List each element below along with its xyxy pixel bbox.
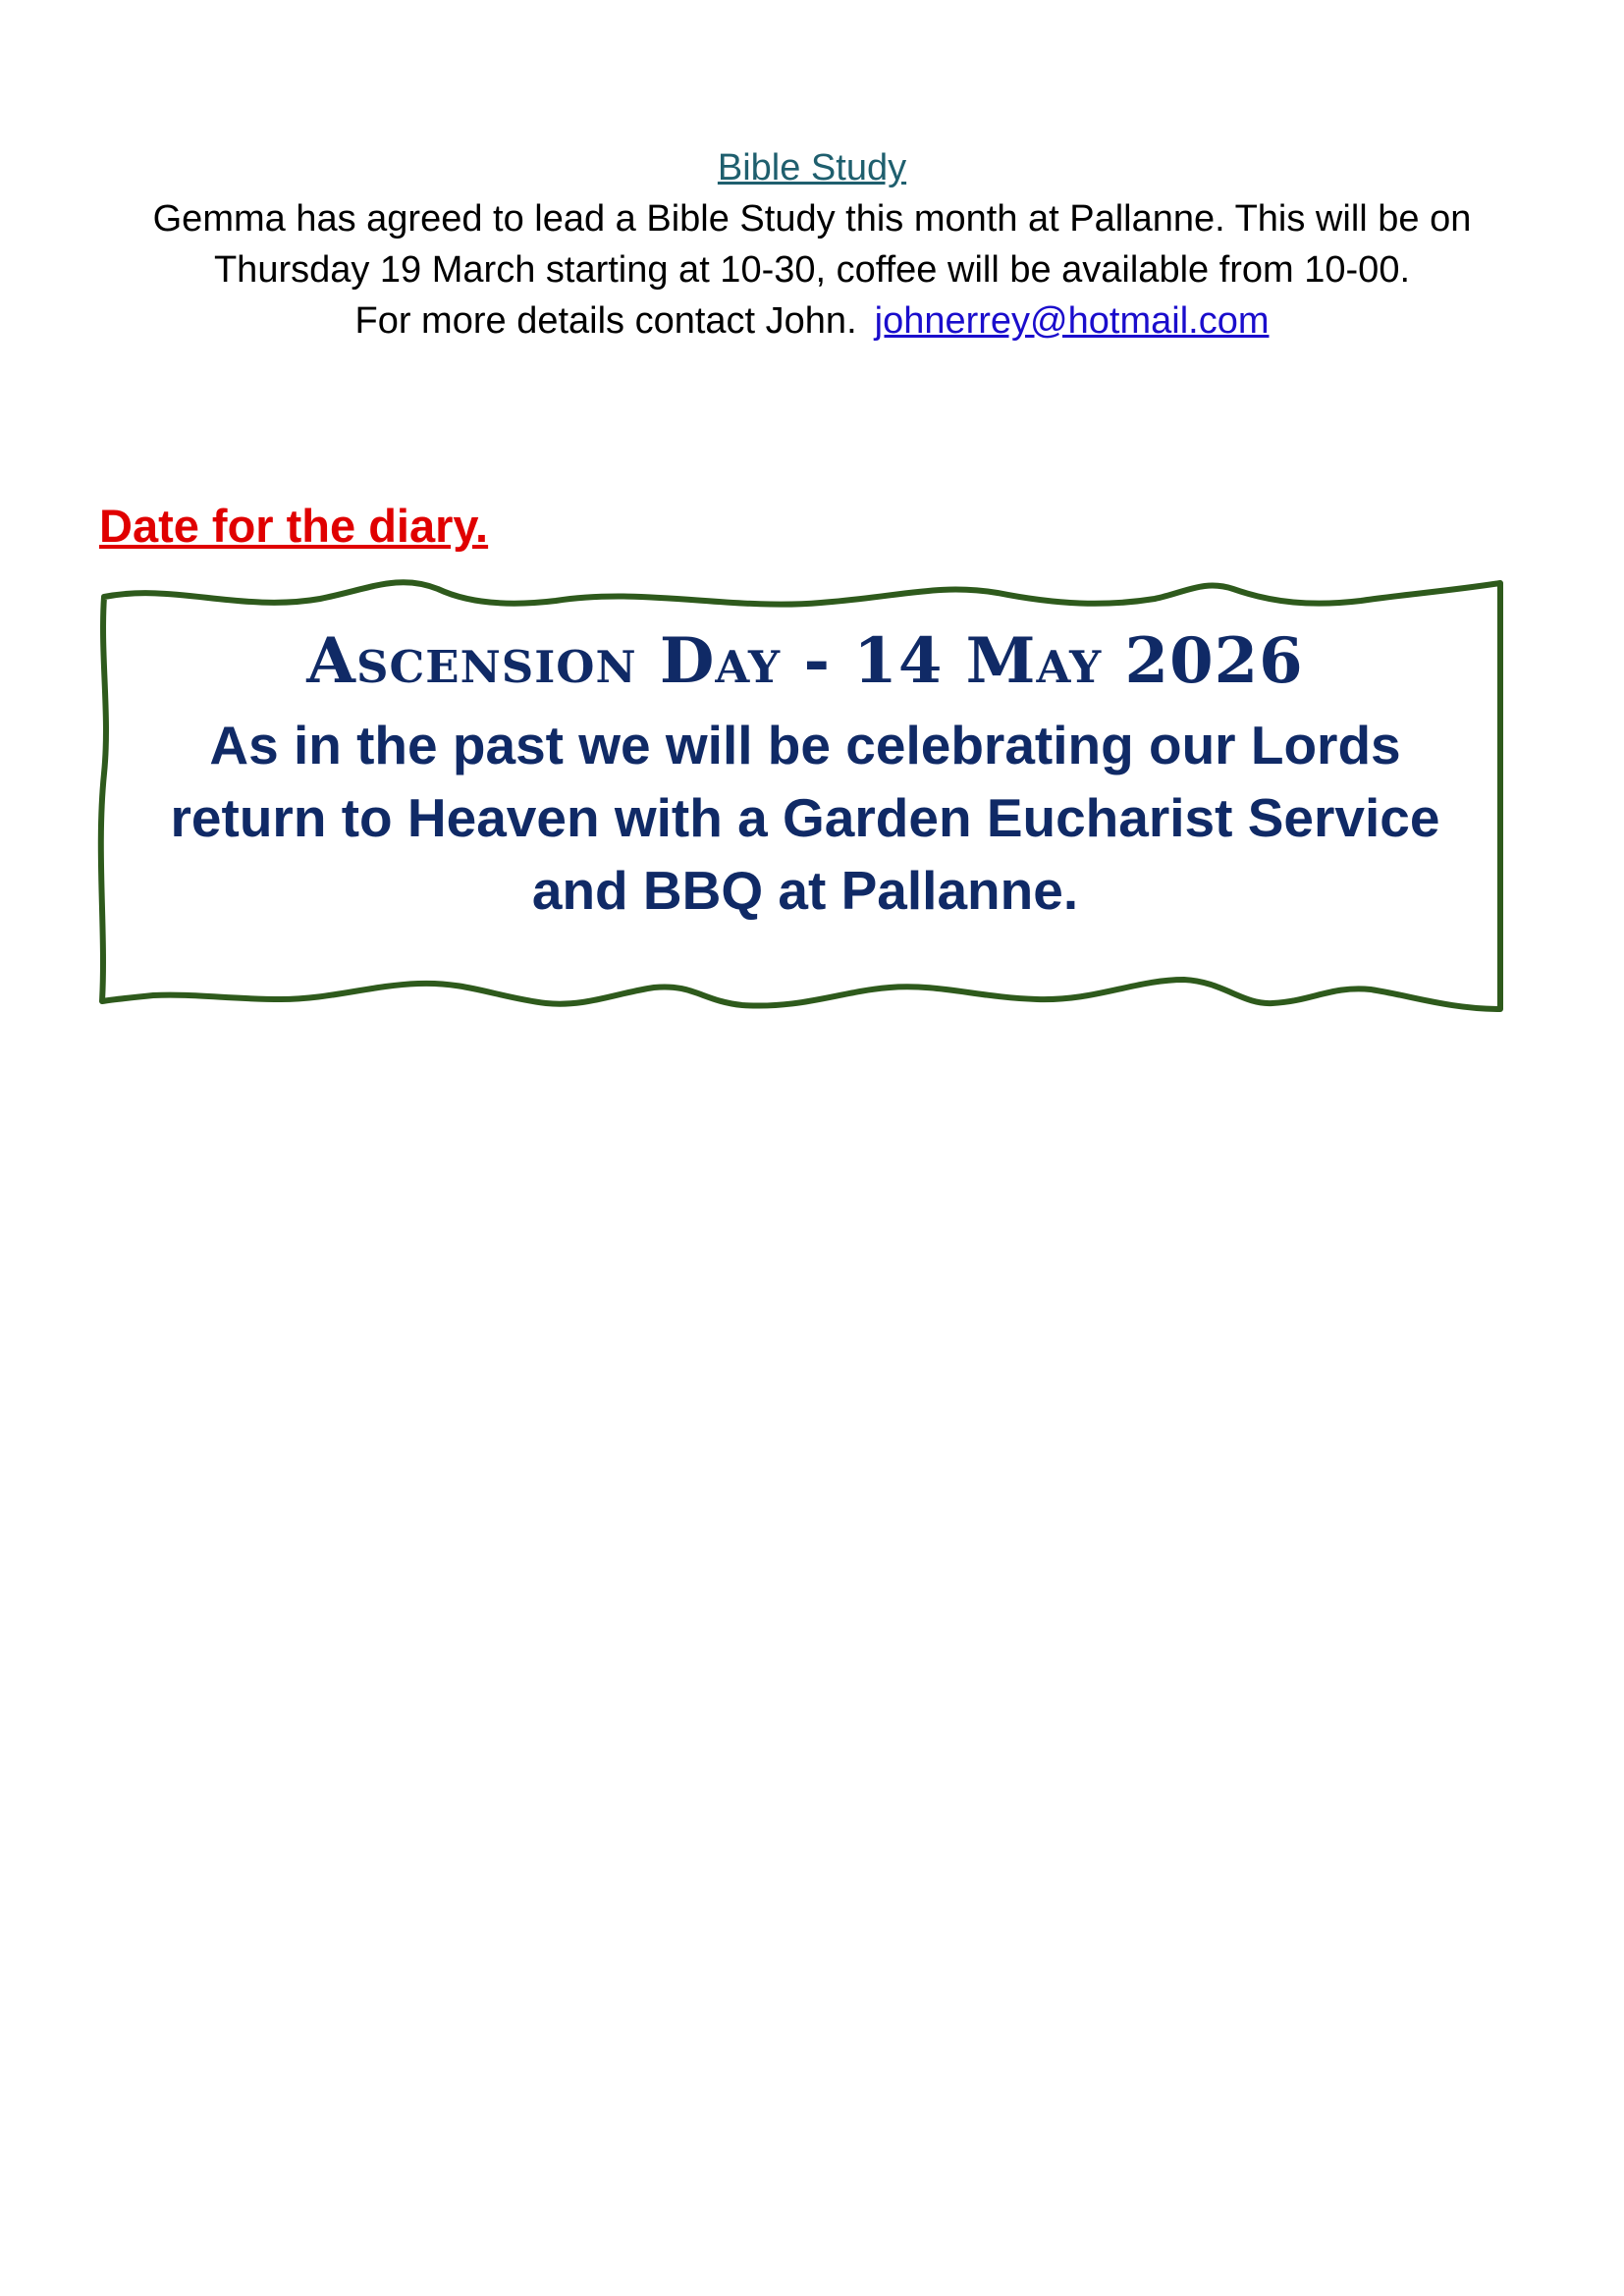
contact-email-link[interactable]: johnerrey@hotmail.com bbox=[874, 300, 1270, 342]
contact-text: For more details contact John. bbox=[354, 300, 857, 342]
contact-line bbox=[98, 295, 1526, 347]
ascension-body-line-1: As in the past we will be celebrating our Lords bbox=[209, 715, 1401, 775]
ascension-body-line-3: and BBQ at Pallanne. bbox=[531, 860, 1079, 921]
ascension-notice bbox=[118, 620, 1492, 927]
diary-heading: Date for the diary. bbox=[99, 500, 489, 552]
bible-study-line-1: Gemma has agreed to lead a Bible Study this month at Pallanne. This will be on bbox=[152, 198, 1472, 240]
ascension-title: Ascension Day - 14 May 2026 bbox=[306, 624, 1304, 698]
bible-study-title: Bible Study bbox=[717, 147, 907, 188]
ascension-body-line-2: return to Heaven with a Garden Eucharist Service bbox=[170, 787, 1440, 848]
bible-study-section bbox=[98, 142, 1526, 347]
bible-study-line-2: Thursday 19 March starting at 10-30, coffee will be available from 10-00. bbox=[213, 249, 1411, 291]
bible-study-title-line bbox=[98, 142, 1526, 193]
ascension-body bbox=[118, 709, 1492, 927]
